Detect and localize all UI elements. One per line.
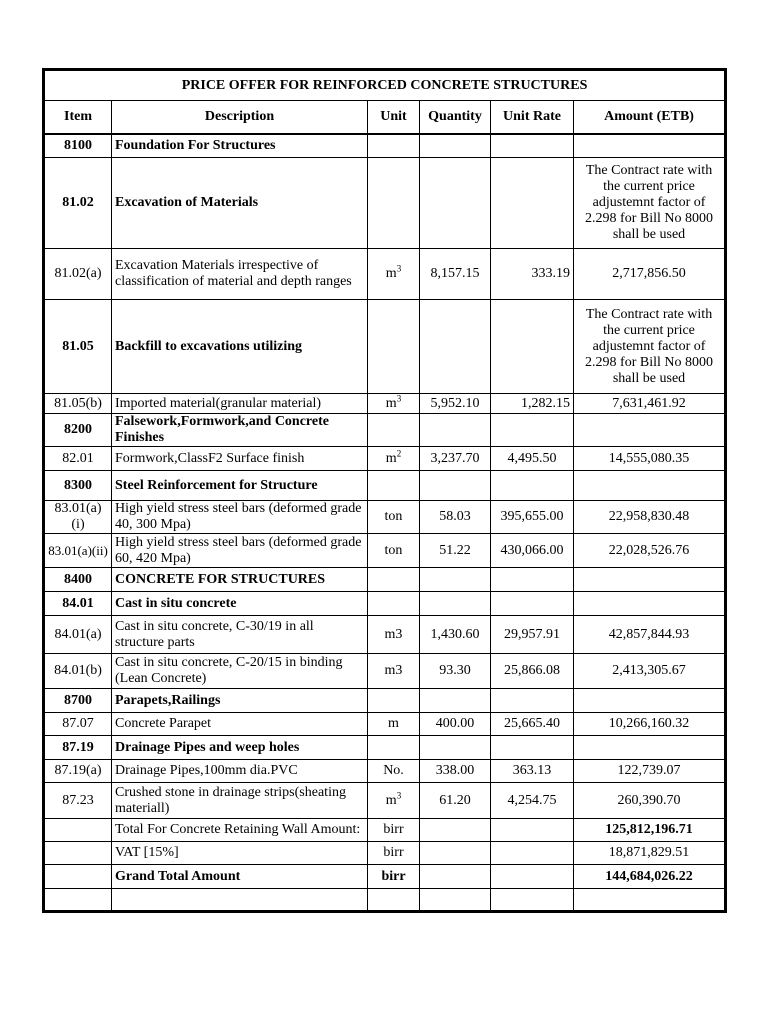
description: Parapets,Railings [112,689,368,713]
item-code: 87.23 [45,783,112,819]
quantity [420,689,491,713]
amount: 42,857,844.93 [574,616,725,654]
amount: 122,739.07 [574,760,725,783]
price-offer-table [44,70,725,911]
grand-total-unit: birr [368,865,420,889]
quantity [420,300,491,394]
unit [368,471,420,501]
unit-text: m [385,450,397,466]
unit [368,736,420,760]
table-title-row [45,71,725,101]
table-row [45,760,725,783]
unit-text: m [385,266,397,281]
table-row [45,249,725,300]
table-row [45,736,725,760]
quantity: 93.30 [420,654,491,689]
total-quantity-blank [420,819,491,842]
amount-note: The Contract rate with the current price adjustemnt factor of 2.298 for Bill No 8000 shall be used [574,158,725,249]
header-row [45,101,725,134]
item-code: 87.19(a) [45,760,112,783]
item-code: 84.01 [45,592,112,616]
amount: 22,958,830.48 [574,501,725,534]
description: Falsework,Formwork,and Concrete Finishes [112,414,368,447]
unit [368,689,420,713]
unit [368,447,420,471]
header-item: Item [45,101,112,134]
unit-text: m [385,792,397,808]
item-code: 83.01(a)(ii) [45,534,112,568]
amount-note: The Contract rate with the current price adjustemnt factor of 2.298 for Bill No 8000 shall be used [574,300,725,394]
vat-quantity-blank [420,842,491,865]
quantity: 338.00 [420,760,491,783]
blank-cell [112,889,368,911]
total-item-blank [45,819,112,842]
blank-cell [368,889,420,911]
quantity: 1,430.60 [420,616,491,654]
table-row [45,689,725,713]
unit-rate: 395,655.00 [491,501,574,534]
amount [574,592,725,616]
description: Formwork,ClassF2 Surface finish [112,447,368,471]
quantity: 58.03 [420,501,491,534]
unit-rate: 363.13 [491,760,574,783]
unit-rate: 25,866.08 [491,654,574,689]
unit-rate [491,158,574,249]
amount: 2,413,305.67 [574,654,725,689]
table-row [45,783,725,819]
amount [574,414,725,447]
table-row [45,471,725,501]
table-row [45,713,725,736]
header-quantity: Quantity [420,101,491,134]
table-row [45,592,725,616]
quantity [420,736,491,760]
amount [574,568,725,592]
unit-rate: 1,282.15 [491,394,574,414]
total-unit: birr [368,819,420,842]
quantity: 400.00 [420,713,491,736]
total-label: Total For Concrete Retaining Wall Amount: [112,819,368,842]
blank-cell [420,889,491,911]
description: Crushed stone in drainage strips(sheating materiall) [112,783,368,819]
table-row [45,501,725,534]
item-code: 8700 [45,689,112,713]
description: Excavation Materials irrespective of classification of material and depth ranges [112,249,368,300]
quantity: 51.22 [420,534,491,568]
grand-rate-blank [491,865,574,889]
description: Cast in situ concrete, C-20/15 in binding (Lean Concrete) [112,654,368,689]
description: Steel Reinforcement for Structure [112,471,368,501]
table-row [45,394,725,414]
unit-superscript: 3 [396,393,402,403]
item-code: 81.02 [45,158,112,249]
unit-rate [491,134,574,158]
amount [574,134,725,158]
unit [368,783,420,819]
blank-cell [491,889,574,911]
vat-label: VAT [15%] [112,842,368,865]
item-code: 82.01 [45,447,112,471]
quantity [420,414,491,447]
item-code: 8200 [45,414,112,447]
amount: 7,631,461.92 [574,394,725,414]
blank-row [45,889,725,911]
unit-rate [491,689,574,713]
grand-total-amount: 144,684,026.22 [574,865,725,889]
description: Foundation For Structures [112,134,368,158]
quantity [420,592,491,616]
grand-total-row [45,865,725,889]
table-title: PRICE OFFER FOR REINFORCED CONCRETE STRUCTURES [45,71,725,101]
description: High yield stress steel bars (deformed grade 60, 420 Mpa) [112,534,368,568]
item-code: 84.01(b) [45,654,112,689]
unit: m3 [368,654,420,689]
description: CONCRETE FOR STRUCTURES [112,568,368,592]
unit-rate: 333.19 [491,249,574,300]
unit-rate [491,736,574,760]
header-unit: Unit [368,101,420,134]
amount: 22,028,526.76 [574,534,725,568]
table-row [45,568,725,592]
vat-rate-blank [491,842,574,865]
unit-text: m [385,395,397,411]
total-row [45,819,725,842]
description: Drainage Pipes,100mm dia.PVC [112,760,368,783]
header-unit-rate: Unit Rate [491,101,574,134]
vat-item-blank [45,842,112,865]
item-code: 83.01(a)(i) [45,501,112,534]
amount: 2,717,856.50 [574,249,725,300]
total-rate-blank [491,819,574,842]
item-code: 8100 [45,134,112,158]
description: Drainage Pipes and weep holes [112,736,368,760]
quantity [420,158,491,249]
description: Concrete Parapet [112,713,368,736]
quantity: 3,237.70 [420,447,491,471]
item-code: 84.01(a) [45,616,112,654]
unit-rate: 430,066.00 [491,534,574,568]
vat-row [45,842,725,865]
grand-total-label: Grand Total Amount [112,865,368,889]
unit [368,592,420,616]
amount: 10,266,160.32 [574,713,725,736]
table-row [45,134,725,158]
description: Excavation of Materials [112,158,368,249]
header-amount: Amount (ETB) [574,101,725,134]
quantity: 8,157.15 [420,249,491,300]
unit [368,568,420,592]
unit: No. [368,760,420,783]
unit-superscript: 2 [396,447,402,458]
blank-cell [574,889,725,911]
table-row [45,534,725,568]
unit [368,158,420,249]
table-row [45,414,725,447]
item-code: 8400 [45,568,112,592]
amount [574,689,725,713]
unit [368,414,420,447]
description: High yield stress steel bars (deformed grade 40, 300 Mpa) [112,501,368,534]
unit-rate [491,471,574,501]
unit-rate: 25,665.40 [491,713,574,736]
unit: m [368,713,420,736]
item-code: 87.07 [45,713,112,736]
unit-rate [491,300,574,394]
blank-cell [45,889,112,911]
amount [574,736,725,760]
item-code: 81.05(b) [45,394,112,414]
total-amount: 125,812,196.71 [574,819,725,842]
description: Cast in situ concrete [112,592,368,616]
unit [368,249,420,300]
amount: 14,555,080.35 [574,447,725,471]
quantity: 61.20 [420,783,491,819]
description: Imported material(granular material) [112,394,368,414]
unit-superscript: 3 [396,263,402,274]
item-code: 81.02(a) [45,249,112,300]
quantity [420,134,491,158]
grand-item-blank [45,865,112,889]
grand-quantity-blank [420,865,491,889]
vat-unit: birr [368,842,420,865]
quantity: 5,952.10 [420,394,491,414]
unit-rate [491,414,574,447]
unit-rate [491,568,574,592]
unit-rate: 4,254.75 [491,783,574,819]
table-row [45,654,725,689]
table-row [45,158,725,249]
unit: ton [368,501,420,534]
unit-rate: 29,957.91 [491,616,574,654]
unit [368,134,420,158]
unit [368,300,420,394]
item-code: 8300 [45,471,112,501]
unit-rate: 4,495.50 [491,447,574,471]
vat-amount: 18,871,829.51 [574,842,725,865]
description: Cast in situ concrete, C-30/19 in all structure parts [112,616,368,654]
header-description: Description [112,101,368,134]
item-code: 87.19 [45,736,112,760]
item-code: 81.05 [45,300,112,394]
description: Backfill to excavations utilizing [112,300,368,394]
table-row [45,447,725,471]
table-row [45,616,725,654]
unit: m3 [368,616,420,654]
table-row [45,300,725,394]
amount: 260,390.70 [574,783,725,819]
amount [574,471,725,501]
unit-rate [491,592,574,616]
quantity [420,568,491,592]
unit [368,394,420,414]
unit: ton [368,534,420,568]
unit-superscript: 3 [396,789,402,800]
quantity [420,471,491,501]
